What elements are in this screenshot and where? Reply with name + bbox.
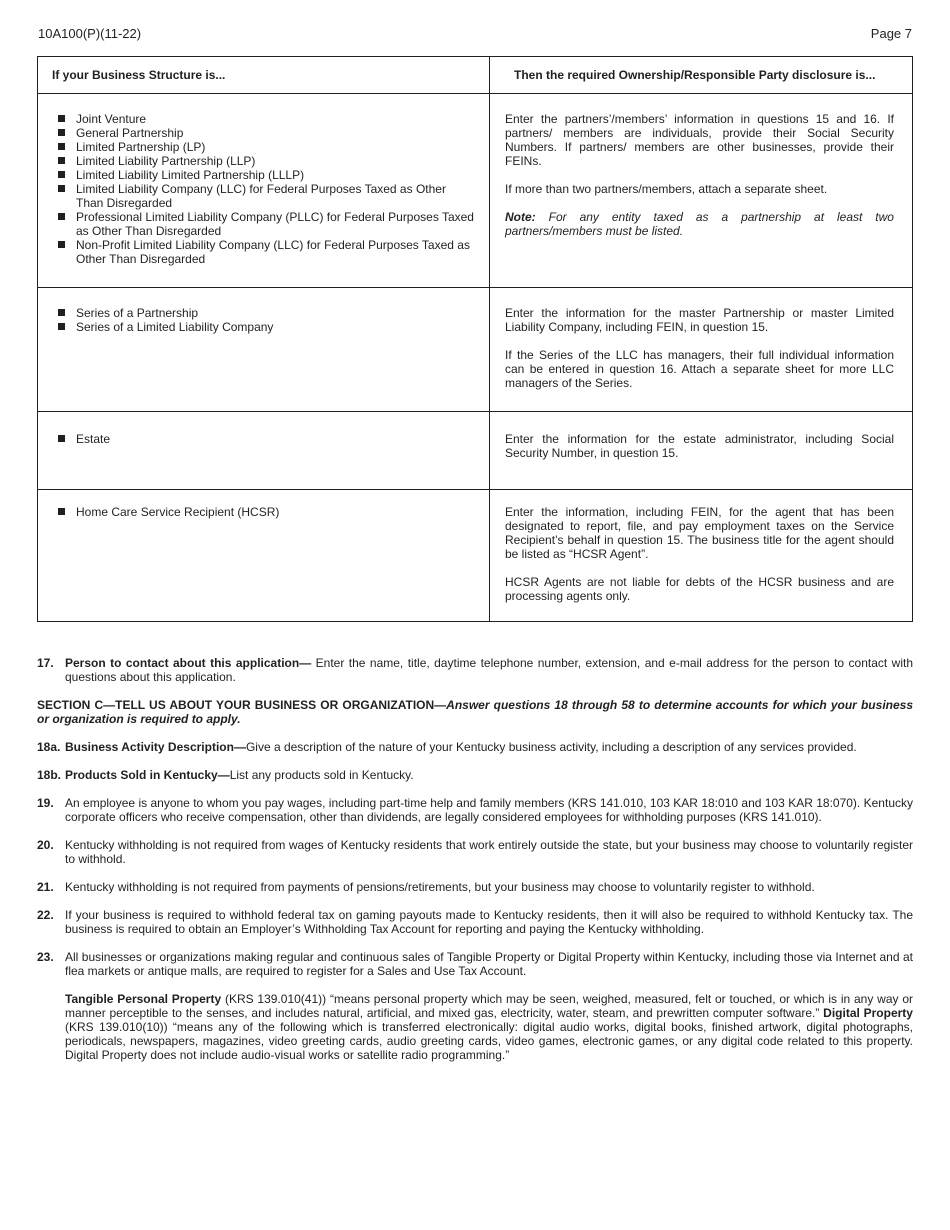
- tpp-label: Tangible Personal Property: [65, 992, 222, 1006]
- question-text: Enter the name, title, daytime telephone number, extension, and e-mail address for the person to contact with questions about this application.: [65, 656, 914, 684]
- bullet-square-icon: [58, 157, 65, 164]
- question-18a: [37, 740, 913, 754]
- structure-list: [56, 432, 475, 446]
- disclosure-text: Enter the information, including FEIN, for the agent that has been designated to report, file, and pay employment taxes on the Service Recipient’s behalf in question 15. The business title for the agent should be listed as “HCSR Agent”.: [505, 505, 894, 561]
- structure-cell: [38, 94, 490, 288]
- list-item: Non-Profit Limited Liability Company (LLC) for Federal Purposes Taxed as Other Than Disregarded: [56, 238, 475, 266]
- list-item: Series of a Limited Liability Company: [56, 320, 475, 334]
- structure-cell: [38, 490, 490, 622]
- structure-list: [56, 505, 475, 519]
- tpp-definition: (KRS 139.010(41)) “means personal property which may be seen, weighed, measured, felt or touched, or which is in any way or manner perceptible to the senses, and includes natural, artificial, and mixed gas, electricity, water, steam, and prewritten computer software.”: [65, 992, 913, 1020]
- question-title: Person to contact about this application—: [65, 656, 312, 670]
- question-number: 22.: [37, 908, 54, 922]
- section-c-heading: [37, 698, 913, 726]
- list-item: Limited Liability Partnership (LLP): [56, 154, 475, 168]
- question-17: [37, 656, 913, 684]
- section-title: SECTION C—TELL US ABOUT YOUR BUSINESS OR ORGANIZATION—: [37, 698, 447, 712]
- disclosure-cell: [490, 288, 913, 412]
- section-subtitle: Answer questions 18 through 58 to determine accounts for which your business or organization is required to apply.: [37, 698, 913, 726]
- business-structure-table: [37, 56, 913, 622]
- list-item: Estate: [56, 432, 475, 446]
- question-20: [37, 838, 913, 866]
- question-23: [37, 950, 913, 978]
- bullet-square-icon: [58, 115, 65, 122]
- question-22: [37, 908, 913, 936]
- question-text: Kentucky withholding is not required from payments of pensions/retirements, but your business may choose to voluntarily register to withhold.: [65, 880, 815, 894]
- note-text: For any entity taxed as a partnership at least two partners/members must be listed.: [505, 210, 894, 238]
- list-item: Joint Venture: [56, 112, 475, 126]
- bullet-square-icon: [58, 143, 65, 150]
- col-business-structure-header: If your Business Structure is...: [38, 57, 490, 94]
- question-number: 20.: [37, 838, 54, 852]
- question-19: [37, 796, 913, 824]
- list-item: Professional Limited Liability Company (PLLC) for Federal Purposes Taxed as Other Than Disregarded: [56, 210, 475, 238]
- disclosure-text: If the Series of the LLC has managers, their full individual information can be entered in question 16. Attach a separate sheet for more LLC managers of the Series.: [505, 348, 894, 390]
- question-title: Business Activity Description—: [65, 740, 246, 754]
- question-number: 19.: [37, 796, 54, 810]
- disclosure-cell: [490, 412, 913, 490]
- question-21: [37, 880, 913, 894]
- question-18b: [37, 768, 913, 782]
- disclosure-cell: [490, 490, 913, 622]
- question-number: 18b.: [37, 768, 62, 782]
- dp-definition: (KRS 139.010(10)) “means any of the following which is transferred electronically: digital audio works, digital books, finished artwork, digital photographs, periodicals, newspapers, magazines, video greeting cards, audio greeting cards, video games, electronic games, or any digital code related to this property. Digital Property does not include audio-visual works or satellite radio programming.”: [65, 1020, 913, 1062]
- question-number: 17.: [37, 656, 54, 670]
- col-disclosure-header: Then the required Ownership/Responsible Party disclosure is...: [490, 57, 913, 94]
- question-text: An employee is anyone to whom you pay wages, including part-time help and family members (KRS 141.010, 103 KAR 18:010 and 103 KAR 18:070). Kentucky corporate officers who receive compensation, other than dividends, are legally considered employees for withholding purposes (KRS 141.010).: [65, 796, 913, 824]
- disclosure-text: HCSR Agents are not liable for debts of the HCSR business and are processing agents only.: [505, 575, 894, 603]
- list-item: Series of a Partnership: [56, 306, 475, 320]
- structure-cell: [38, 288, 490, 412]
- instructions-body: [37, 656, 913, 1062]
- form-id: 10A100(P)(11-22): [38, 26, 142, 41]
- table-row: [38, 412, 913, 490]
- structure-list: [56, 306, 475, 334]
- question-number: 18a.: [37, 740, 61, 754]
- list-item: Limited Liability Limited Partnership (LLLP): [56, 168, 475, 182]
- property-definitions: [65, 992, 913, 1062]
- question-text: Give a description of the nature of your Kentucky business activity, including a description of any services provided.: [245, 740, 857, 754]
- table-row: [38, 490, 913, 622]
- list-item: Home Care Service Recipient (HCSR): [56, 505, 475, 519]
- question-text: All businesses or organizations making regular and continuous sales of Tangible Property or Digital Property within Kentucky, including those via Internet and at flea markets or antique malls, are required to register for a Sales and Use Tax Account.: [65, 950, 913, 978]
- structure-list: [56, 112, 475, 266]
- bullet-square-icon: [58, 323, 65, 330]
- question-text: If your business is required to withhold federal tax on gaming payouts made to Kentucky residents, then it will also be required to withhold Kentucky tax. The business is required to obtain an Employer’s Withholding Tax Account for reporting and paying the Kentucky withholding.: [65, 908, 913, 936]
- list-item: General Partnership: [56, 126, 475, 140]
- bullet-square-icon: [58, 241, 65, 248]
- bullet-square-icon: [58, 508, 65, 515]
- disclosure-cell: [490, 94, 913, 288]
- disclosure-note: [505, 210, 894, 238]
- page-number: Page 7: [870, 26, 912, 41]
- bullet-square-icon: [58, 435, 65, 442]
- question-text: Kentucky withholding is not required from wages of Kentucky residents that work entirely outside the state, but your business may choose to voluntarily register to withhold.: [65, 838, 913, 866]
- note-label: Note:: [505, 210, 536, 224]
- question-text: List any products sold in Kentucky.: [229, 768, 414, 782]
- table-row: [38, 94, 913, 288]
- question-title: Products Sold in Kentucky—: [65, 768, 230, 782]
- list-item: Limited Liability Company (LLC) for Federal Purposes Taxed as Other Than Disregarded: [56, 182, 475, 210]
- disclosure-text: Enter the information for the estate administrator, including Social Security Number, in question 15.: [505, 432, 894, 460]
- table-row: [38, 288, 913, 412]
- structure-cell: [38, 412, 490, 490]
- disclosure-text: Enter the information for the master Partnership or master Limited Liability Company, including FEIN, in question 15.: [505, 306, 894, 334]
- dp-label: Digital Property: [823, 1006, 913, 1020]
- bullet-square-icon: [58, 309, 65, 316]
- bullet-square-icon: [58, 213, 65, 220]
- bullet-square-icon: [58, 171, 65, 178]
- bullet-square-icon: [58, 129, 65, 136]
- disclosure-text: If more than two partners/members, attach a separate sheet.: [505, 182, 828, 196]
- list-item: Limited Partnership (LP): [56, 140, 475, 154]
- table-header-row: [38, 57, 913, 94]
- question-number: 23.: [37, 950, 54, 964]
- bullet-square-icon: [58, 185, 65, 192]
- disclosure-text: Enter the partners’/members’ information in questions 15 and 16. If partners/ members are individuals, provide their Social Security Numbers. If partners/ members are other businesses, provide their FEINs.: [505, 112, 894, 168]
- question-number: 21.: [37, 880, 54, 894]
